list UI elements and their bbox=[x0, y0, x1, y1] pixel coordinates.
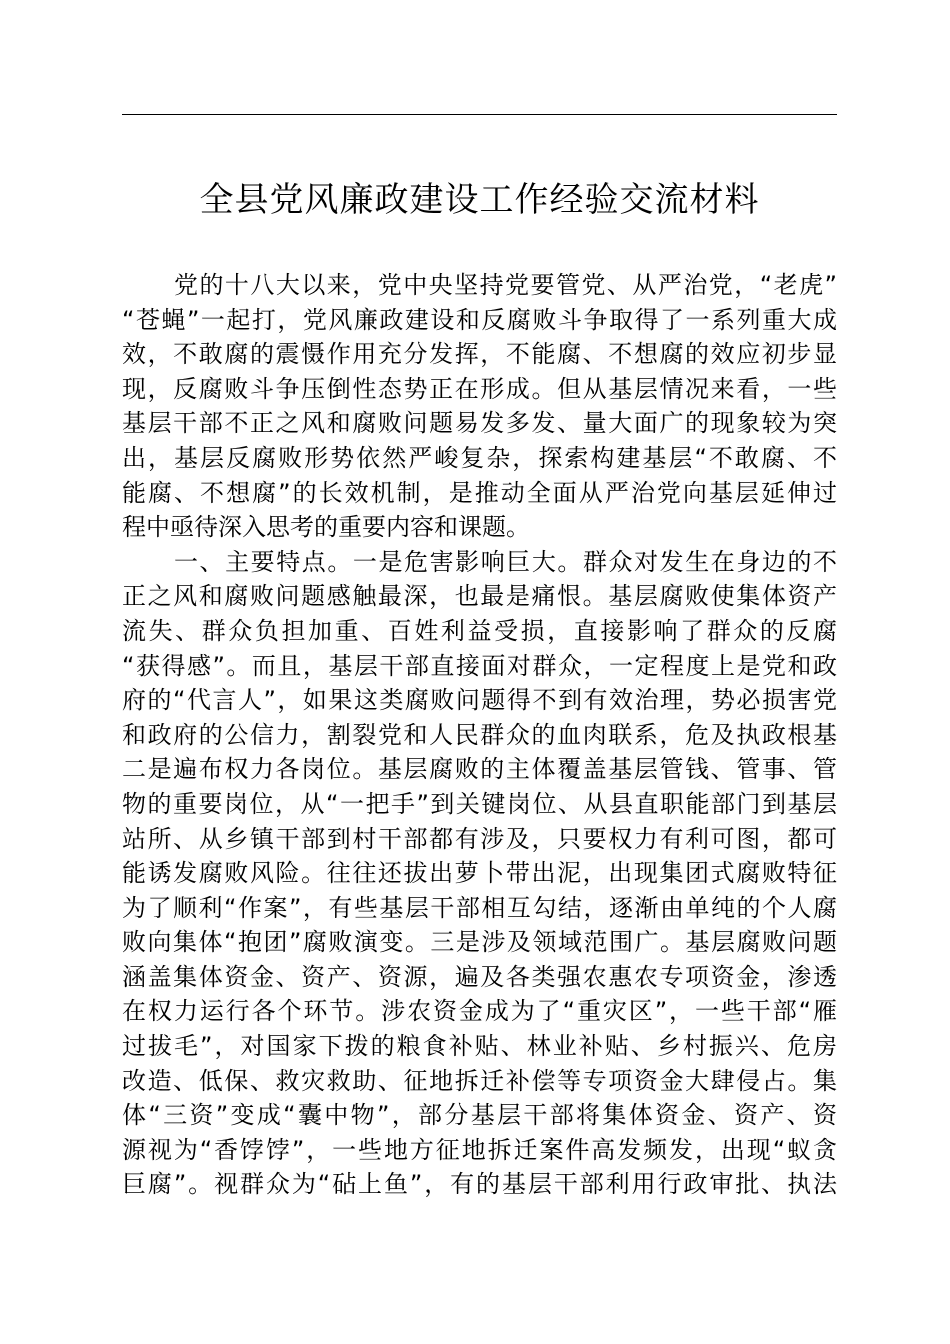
document-title: 全县党风廉政建设工作经验交流材料 bbox=[199, 180, 760, 220]
text-line: 能腐、不想腐”的长效机制，是推动全面从严治党向基层延伸过 bbox=[122, 478, 837, 507]
text-line: 出，基层反腐败形势依然严峻复杂，探索构建基层“不敢腐、不 bbox=[122, 443, 837, 472]
text-line: 过拔毛”，对国家下拨的粮食补贴、林业补贴、乡村振兴、危房 bbox=[122, 1032, 837, 1061]
text-line: 基层干部不正之风和腐败问题易发多发、量大面广的现象较为突 bbox=[122, 409, 837, 438]
text-line: 府的“代言人”，如果这类腐败问题得不到有效治理，势必损害党 bbox=[122, 686, 837, 715]
text-line: 效，不敢腐的震慑作用充分发挥，不能腐、不想腐的效应初步显 bbox=[122, 340, 837, 369]
text-line: 一、主要特点。一是危害影响巨大。群众对发生在身边的不 bbox=[174, 547, 837, 576]
text-line: 党的十八大以来，党中央坚持党要管党、从严治党，“老虎” bbox=[174, 271, 837, 299]
text-line: 程中亟待深入思考的重要内容和课题。 bbox=[122, 513, 530, 542]
text-line: 为了顺利“作案”，有些基层干部相互勾结，逐渐由单纯的个人腐 bbox=[122, 893, 837, 922]
text-line: 涵盖集体资金、资产、资源，遍及各类强农惠农专项资金，渗透 bbox=[122, 962, 837, 991]
text-line: 巨腐”。视群众为“砧上鱼”，有的基层干部利用行政审批、执法 bbox=[122, 1170, 837, 1199]
header-rule bbox=[122, 114, 837, 115]
text-line: 正之风和腐败问题感触最深，也最是痛恨。基层腐败使集体资产 bbox=[122, 582, 837, 611]
text-line: 在权力运行各个环节。涉农资金成为了“重灾区”，一些干部“雁 bbox=[122, 997, 837, 1026]
text-line: 物的重要岗位，从“一把手”到关键岗位、从县直职能部门到基层 bbox=[122, 789, 837, 818]
text-line: 和政府的公信力，割裂党和人民群众的血肉联系，危及执政根基 bbox=[122, 720, 837, 749]
text-line: 站所、从乡镇干部到村干部都有涉及，只要权力有利可图，都可 bbox=[122, 824, 837, 853]
text-line: 改造、低保、救灾救助、征地拆迁补偿等专项资金大肆侵占。集 bbox=[122, 1066, 837, 1095]
document-body bbox=[122, 268, 837, 1202]
text-line: 败向集体“抱团”腐败演变。三是涉及领域范围广。基层腐败问题 bbox=[122, 928, 837, 957]
text-line: 能诱发腐败风险。往往还拔出萝卜带出泥，出现集团式腐败特征 bbox=[122, 859, 837, 888]
text-line: 体“三资”变成“囊中物”，部分基层干部将集体资金、资产、资 bbox=[122, 1101, 837, 1130]
text-line: 流失、群众负担加重、百姓利益受损，直接影响了群众的反腐 bbox=[122, 616, 837, 645]
text-line: 二是遍布权力各岗位。基层腐败的主体覆盖基层管钱、管事、管 bbox=[122, 755, 837, 784]
text-line: “苍蝇”一起打，党风廉政建设和反腐败斗争取得了一系列重大成 bbox=[122, 305, 837, 334]
text-line: “获得感”。而且，基层干部直接面对群众，一定程度上是党和政 bbox=[122, 651, 837, 680]
text-line: 源视为“香饽饽”，一些地方征地拆迁案件高发频发，出现“蚁贪 bbox=[122, 1135, 837, 1164]
text-line: 现，反腐败斗争压倒性态势正在形成。但从基层情况来看，一些 bbox=[122, 374, 837, 403]
